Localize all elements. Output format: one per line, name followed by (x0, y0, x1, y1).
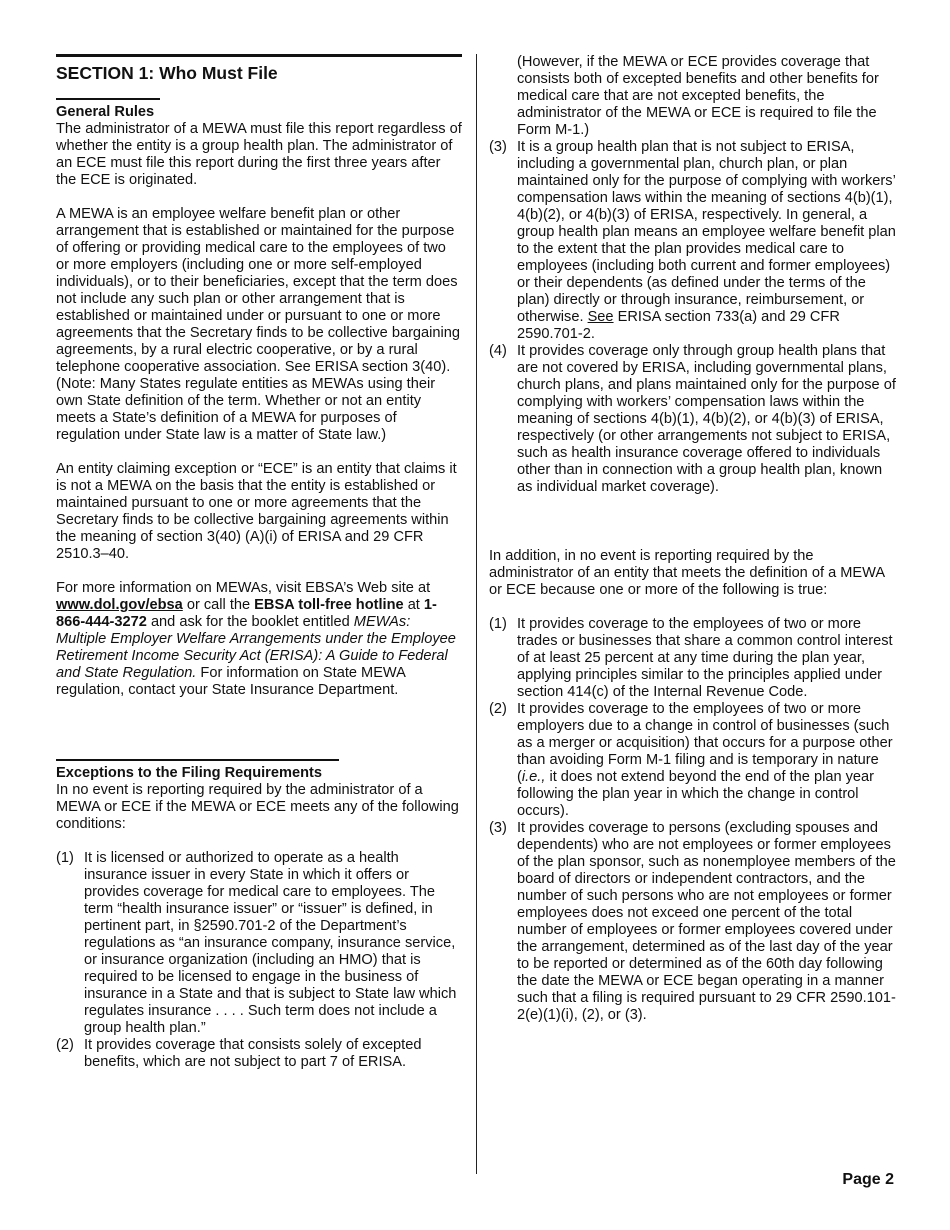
column-divider (476, 54, 477, 1174)
more-info-paragraph: For more information on MEWAs, visit EBSA’s Web site at www.dol.gov/ebsa or call the EBSA toll-free hotline at 1-866-444-3272 and ask for the booklet entitled MEWAs: Multiple Employer Welfare Arrangements under the Employee Retirement Income Security Act (ERISA): A Guide to Federal and State Regulation. For information on State MEWA regulation, contact your State Insurance Department. (56, 580, 456, 698)
exception-item-2-continued: (However, if the MEWA or ECE provides coverage that consists both of excepted benefits and other benefits for medical care that are not excepted benefits, the administrator of the MEWA or ECE is required to file the Form M-1.) (517, 54, 879, 138)
addition-item-1: (1) It provides coverage to the employees of two or more trades or businesses that share a common control interest of at least 25 percent at any time during the plan year, applying principles similar to the principles applied under section 414(c) of the Internal Revenue Code. (489, 616, 893, 700)
ebsa-website-link[interactable]: www.dol.gov/ebsa (56, 597, 183, 613)
hotline-label: EBSA toll-free hotline (254, 597, 404, 613)
page-number: Page 2 (842, 1171, 894, 1188)
section-title: SECTION 1: Who Must File (56, 63, 278, 83)
general-rules-section (56, 104, 462, 699)
hotline-phone: 1-866-444-3272 (56, 597, 437, 630)
addition-section (489, 548, 897, 1024)
booklet-title: MEWAs: Multiple Employer Welfare Arrangements under the Employee Retirement Income Security Act (ERISA): A Guide to Federal and State Regulation. (56, 614, 456, 681)
general-rules-paragraph-1: The administrator of a MEWA must file this report regardless of whether the entity is a group health plan. The administrator of an ECE must file this report during the first three years after the ECE is originated. (56, 121, 462, 188)
section-top-rule (56, 54, 462, 57)
exception-item-2: (2) It provides coverage that consists solely of excepted benefits, which are not subject to part 7 of ERISA. (56, 1037, 422, 1070)
ece-definition-paragraph: An entity claiming exception or “ECE” is an entity that claims it is not a MEWA on the basis that the entity is established or maintained pursuant to one or more agreements that the Secretary finds to be collective bargaining agreements within the meaning of section 3(40) (A)(i) of ERISA and 29 CFR 2510.3–40. (56, 461, 457, 562)
exception-item-4: (4) It provides coverage only through group health plans that are not covered by ERISA, including governmental plans, church plans, and plans maintained only for the purpose of complying with workers’ compensation laws within the meaning of sections 4(b)(1), 4(b)(2), or 4(b)(3) of ERISA, respectively (or other arrangements not subject to ERISA, such as health insurance coverage offered to individuals other than in connection with a group health plan, known as individual market coverage). (489, 343, 896, 495)
addition-item-2: (2) It provides coverage to the employees of two or more employers due to a change in control of businesses (such as a merger or acquisition) that occurs for a purpose other than avoiding Form M-1 filing and is temporary in nature (i.e., it does not extend beyond the end of the plan year following the plan year in which the change in control occurs). (489, 701, 893, 819)
general-rules-rule (56, 98, 160, 100)
exceptions-rule (56, 759, 339, 761)
exceptions-heading: Exceptions to the Filing Requirements (56, 765, 322, 781)
exceptions-section (56, 765, 462, 1071)
addition-intro: In addition, in no event is reporting required by the administrator of an entity that meets the definition of a MEWA or ECE because one or more of the following is true: (489, 548, 885, 598)
exceptions-continued (489, 54, 897, 496)
general-rules-heading: General Rules (56, 104, 155, 120)
addition-item-3: (3) It provides coverage to persons (excluding spouses and dependents) who are not employees or former employees of the plan sponsor, such as nonemployee members of the board of directors or independent contractors, and the number of such persons who are not employees or former employees does not exceed one percent of the total number of employees or former employees covered under the arrangement, determined as of the last day of the year to be reported or determined as of the 60th day following the date the MEWA or ECE began operating in a manner such that a filing is required pursuant to 29 CFR 2590.101-2(e)(1)(i), (2), or (3). (489, 820, 896, 1023)
exceptions-intro: In no event is reporting required by the administrator of a MEWA or ECE if the MEWA or ECE meets any of the following conditions: (56, 782, 459, 832)
see-reference: See (587, 309, 614, 325)
exception-item-3: (3) It is a group health plan that is not subject to ERISA, including a governmental plan, church plan, or plan maintained only for the purpose of complying with workers’ compensation laws within the meaning of sections 4(b)(1), 4(b)(2), or 4(b)(3) of ERISA, respectively. In general, a group health plan means an employee welfare benefit plan to the extent that the plan provides medical care to employees (including both current and former employees) or their dependents (as defined under the terms of the plan) directly or through insurance, reimbursement, or otherwise. See ERISA section 733(a) and 29 CFR 2590.701-2. (489, 139, 896, 342)
mewa-definition-paragraph: A MEWA is an employee welfare benefit plan or other arrangement that is established or maintained for the purpose of offering or providing medical care to the employees of two or more employers (including one or more self-employed individuals), or to their beneficiaries, except that the term does not include any such plan or other arrangement that is established or maintained under or pursuant to one or more agreements that the Secretary finds to be collective bargaining agreements, by a rural electric cooperative, or by a rural telephone cooperative association. See ERISA section 3(40). (Note: Many States regulate entities as MEWAs using their own State definition of the term. Whether or not an entity meets a State’s definition of a MEWA for purposes of regulation under State law is a matter of State law.) (56, 206, 460, 443)
exception-item-1: (1) It is licensed or authorized to operate as a health insurance issuer in every State in which it offers or provides coverage for medical care to employees. The term “health insurance issuer” or “issuer” is defined, in pertinent part, in §2590.701-2 of the Department’s regulations as “an insurance company, insurance service, or insurance organization (including an HMO) that is required to be licensed to engage in the business of insurance in a State and that is subject to State law which regulates insurance . . . . Such term does not include a group health plan.” (56, 850, 457, 1036)
